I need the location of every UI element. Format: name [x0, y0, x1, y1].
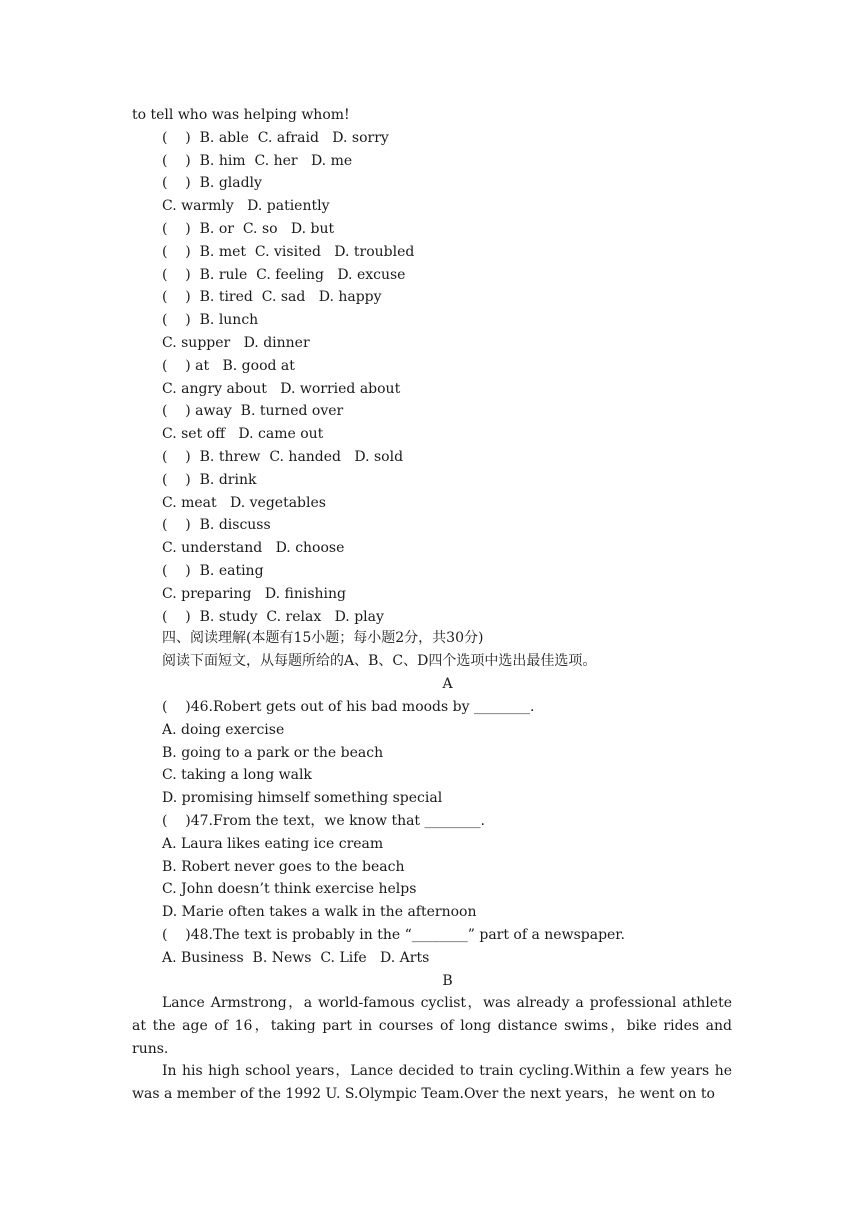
text-line: ( ) B. rule C. feeling D. excuse: [162, 266, 406, 283]
text-line: ( ) B. lunch: [162, 312, 259, 329]
text-line: C. meat D. vegetables: [162, 494, 326, 511]
text-line: ( )46.Robert gets out of his bad moods by ________.: [162, 699, 535, 715]
paragraph-text: In his high school years，Lance decided to train cycling.Within a few years he was a member of the 1992 U. S.Olympic Team.Over the next years，he went on to: [132, 1063, 732, 1102]
text-line: ( ) B. discuss: [162, 517, 271, 534]
text-line: ( ) at B. good at: [162, 357, 295, 374]
text-line: ( ) B. drink: [162, 471, 257, 488]
text-line: C. supper D. dinner: [162, 335, 310, 351]
text-line: A. Laura likes eating ice cream: [162, 835, 384, 852]
text-line: C. John doesn’t think exercise helps: [162, 881, 417, 898]
passage-a-label: A: [442, 676, 453, 692]
text-line: ( ) B. gladly: [162, 175, 262, 192]
text-line: C. taking a long walk: [162, 767, 312, 784]
text-line: A. Business B. News C. Life D. Arts: [162, 949, 430, 966]
text-line: C. angry about D. worried about: [162, 380, 401, 397]
text-line: C. preparing D. finishing: [162, 585, 346, 602]
passage-b-label: B: [442, 973, 453, 989]
text-line: ( ) B. tired C. sad D. happy: [162, 289, 382, 306]
text-line: ( ) B. study C. relax D. play: [162, 608, 384, 625]
text-line: B. Robert never goes to the beach: [162, 858, 405, 875]
text-line: C. warmly D. patiently: [162, 198, 330, 215]
text-line: ( )47.From the text，we know that ________.: [162, 813, 485, 829]
passage-b-paragraph-1: [132, 992, 732, 1060]
section-instruction: 阅读下面短文，从每题所给的A、B、C、D四个选项中选出最佳选项。: [162, 653, 597, 669]
text-line: ( ) B. able C. afraid D. sorry: [162, 129, 389, 146]
text-line: C. set off D. came out: [162, 426, 324, 443]
text-line: ( ) B. met C. visited D. troubled: [162, 243, 415, 260]
text-line: ( ) B. or C. so D. but: [162, 221, 335, 237]
text-line: D. promising himself something special: [162, 790, 443, 807]
text-line: ( ) B. threw C. handed D. sold: [162, 449, 404, 465]
text-line: ( )48.The text is probably in the “________” part of a newspaper.: [162, 927, 625, 943]
text-line: A. doing exercise: [162, 721, 285, 738]
text-line: ( ) B. eating: [162, 563, 264, 579]
paragraph-text: Lance Armstrong，a world-famous cyclist，was already a professional athlete at the age of 16，taking part in courses of long distance swims，bike rides and runs.: [132, 995, 732, 1057]
text-line: B. going to a park or the beach: [162, 744, 384, 761]
text-line: to tell who was helping whom!: [132, 107, 350, 123]
text-line: ( ) B. him C. her D. me: [162, 152, 353, 169]
text-line: D. Marie often takes a walk in the afternoon: [162, 904, 477, 921]
passage-b-paragraph-2: [132, 1060, 732, 1106]
text-line: ( ) away B. turned over: [162, 403, 344, 420]
text-line: C. understand D. choose: [162, 540, 345, 557]
section-title: 四、阅读理解(本题有15小题；每小题2分，共30分): [162, 630, 484, 646]
